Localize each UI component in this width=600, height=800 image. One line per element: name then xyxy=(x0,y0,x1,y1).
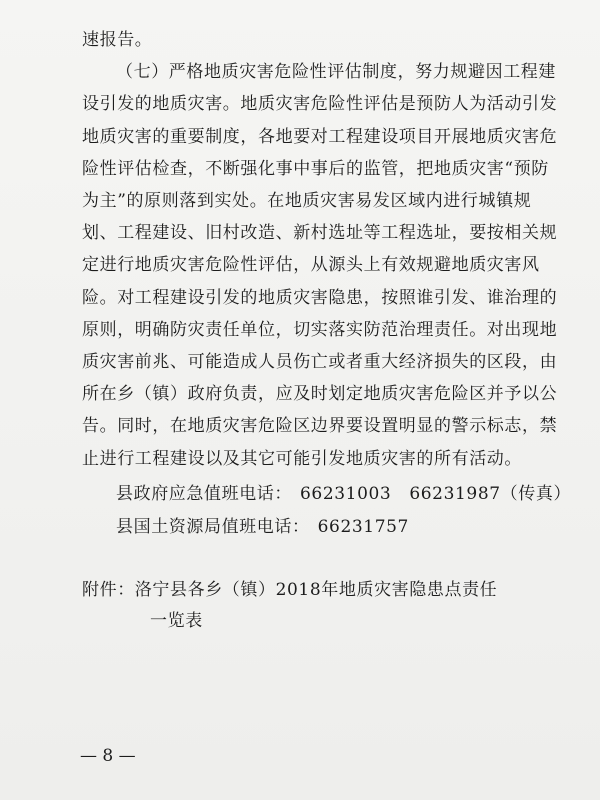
contact-label: 县政府应急值班电话： xyxy=(116,484,292,504)
section-heading: （七）严格地质灾害危险性评估制度，努力规避因工程建设引发的地质灾害。 xyxy=(82,62,556,115)
attachment-line: 附件：洛宁县各乡（镇）2018年地质灾害隐患点责任 xyxy=(82,580,498,600)
contact-fax-number: 66231987（传真） xyxy=(409,484,572,504)
page-number: — 8 — xyxy=(80,746,136,766)
contact-label: 县国土资源局值班电话： xyxy=(116,517,310,537)
document-body xyxy=(82,24,560,475)
section-body: 地质灾害危险性评估是预防人为活动引发地质灾害的重要制度，各地要对工程建设项目开展地质灾害危险性评估检查，不断强化事中事后的监管，把地质灾害“预防为主”的原则落到实处。在地质灾害易发区域内进行城镇规划、工程建设、旧村改造、新村选址等工程选址，要按相关规定进行地质灾害危险性评估，从源头上有效规避地质灾害风险。对工程建设引发的地质灾害隐患，按照谁引发、谁治理的原则，明确防灾责任单位，切实落实防范治理责任。对出现地质灾害前兆、可能造成人员伤亡或者重大经济损失的区段，由所在乡（镇）政府负责，应及时划定地质灾害危险区并予以公告。同时，在地质灾害危险区边界要设置明显的警示标志，禁止进行工程建设以及其它可能引发地质灾害的所有活动。 xyxy=(82,94,558,469)
attachment-continuation: 一览表 xyxy=(150,611,203,631)
contact-line-county-government xyxy=(116,479,571,504)
lead-line: 速报告。 xyxy=(82,30,153,50)
section-paragraph xyxy=(82,56,560,475)
contact-number: 66231757 xyxy=(317,517,409,537)
contact-number: 66231003 xyxy=(300,484,392,504)
contact-line-land-resources-bureau xyxy=(116,512,409,537)
